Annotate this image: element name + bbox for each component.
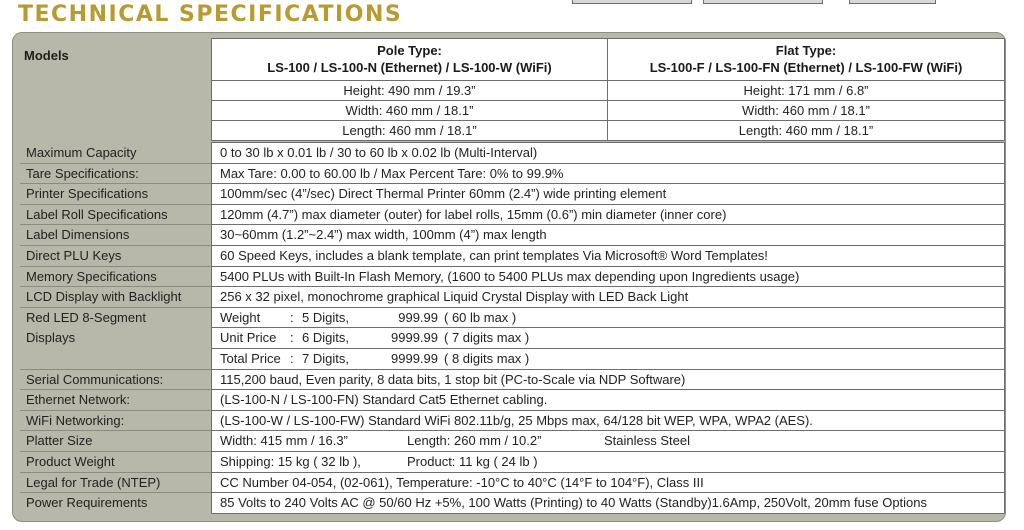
led-note: ( 60 lb max ) [444, 309, 517, 325]
row-value: (LS-100-N / LS-100-FN) Standard Cat5 Ethernet cabling. [211, 390, 1005, 411]
product-weight-value [211, 452, 1005, 473]
row-value: 100mm/sec (4”/sec) Direct Thermal Printer 60mm (2.4”) wide printing element [211, 184, 1005, 205]
row-label: Direct PLU Keys [20, 246, 211, 267]
led-label-line1: Red LED 8-Segment [26, 309, 146, 325]
top-tab-1[interactable] [572, 0, 692, 4]
row-label: Ethernet Network: [20, 390, 211, 411]
flat-type-header [607, 38, 1005, 81]
row-value: 85 Volts to 240 Volts AC @ 50/60 Hz +5%, 100 Watts (Printing) to 40 Watts (Standby)1.6Amp, 250Volt, 20mm fuse Options [211, 493, 1005, 514]
led-name: Total Price [220, 351, 281, 366]
pole-type-header [211, 38, 608, 81]
row-value: 115,200 baud, Even parity, 8 data bits, 1 stop bit (PC-to-Scale via NDP Software) [211, 370, 1005, 391]
platter-value [211, 431, 1005, 452]
led-name: Weight [220, 309, 261, 325]
row-label: Power Requirements [26, 495, 148, 511]
led-line-total-price [211, 349, 1005, 370]
led-colon: : [290, 330, 294, 346]
row-value: 256 x 32 pixel, monochrome graphical Liquid Crystal Display with LED Back Light [211, 287, 1005, 308]
led-value: 999.99 [398, 309, 438, 325]
flat-type-models: LS-100-F / LS-100-FN (Ethernet) / LS-100-FW (WiFi) [649, 60, 963, 75]
led-value: 9999.99 [391, 351, 438, 366]
models-header: Models [24, 48, 69, 63]
led-colon: : [290, 309, 294, 325]
row-value: 120mm (4.7”) max diameter (outer) for label rolls, 15mm (0.6”) min diameter (inner core) [211, 205, 1005, 226]
led-digits: 7 Digits, [302, 351, 349, 366]
led-label-line2: Displays [26, 330, 76, 346]
product-weight: Product: 11 kg ( 24 lb ) [407, 454, 538, 469]
shipping-weight: Shipping: 15 kg ( 32 lb ), [220, 454, 361, 469]
platter-label: Platter Size [20, 431, 211, 452]
led-colon: : [290, 351, 294, 366]
pole-height: Height: 490 mm / 19.3” [211, 80, 608, 101]
top-tab-2[interactable] [703, 0, 823, 4]
row-value: 0 to 30 lb x 0.01 lb / 30 to 60 lb x 0.02 lb (Multi-Interval) [211, 142, 1005, 164]
row-value: 30~60mm (1.2”~2.4”) max width, 100mm (4”) max length [211, 225, 1005, 246]
row-label: Tare Specifications: [20, 164, 211, 185]
row-label: Memory Specifications [20, 267, 211, 288]
row-value: 60 Speed Keys, includes a blank template, can print templates Via Microsoft® Word Templates! [211, 246, 1005, 267]
pole-width: Width: 460 mm / 18.1” [211, 100, 608, 121]
top-tab-3[interactable] [849, 0, 936, 4]
flat-width: Width: 460 mm / 18.1” [607, 100, 1005, 121]
pole-type-models: LS-100 / LS-100-N (Ethernet) / LS-100-W (WiFi) [267, 60, 552, 75]
led-line-unit-price [211, 328, 1005, 349]
row-label: Serial Communications: [20, 370, 211, 391]
led-name: Unit Price [220, 330, 277, 346]
flat-length: Length: 460 mm / 18.1” [607, 120, 1005, 141]
led-digits: 6 Digits, [302, 330, 349, 346]
led-value: 9999.99 [391, 330, 438, 346]
row-value: 5400 PLUs with Built-In Flash Memory, (1600 to 5400 PLUs max depending upon Ingredients usage) [211, 267, 1005, 288]
led-label [20, 308, 211, 370]
platter-width: Width: 415 mm / 16.3” [220, 433, 348, 449]
led-digits: 5 Digits, [302, 309, 349, 325]
row-label: Label Roll Specifications [20, 205, 211, 226]
row-label: Legal for Trade (NTEP) [20, 473, 211, 494]
row-value: Max Tare: 0.00 to 60.00 lb / Max Percent Tare: 0% to 99.9% [211, 164, 1005, 185]
row-value: CC Number 04-054, (02-061), Temperature: -10°C to 40°C (14°F to 104°F), Class III [211, 473, 1005, 494]
flat-type-title: Flat Type: [775, 43, 837, 58]
row-label: Label Dimensions [20, 225, 211, 246]
row-label: WiFi Networking: [20, 411, 211, 432]
row-label: Maximum Capacity [20, 143, 211, 164]
pole-type-title: Pole Type: [377, 43, 442, 58]
led-note: ( 8 digits max ) [444, 351, 530, 366]
row-value: (LS-100-W / LS-100-FW) Standard WiFi 802.11b/g, 25 Mbps max, 64/128 bit WEP, WPA, WPA2 (AES). [211, 411, 1005, 432]
page-title: TECHNICAL SPECIFICATIONS [18, 2, 403, 27]
platter-material: Stainless Steel [604, 433, 690, 449]
pole-length: Length: 460 mm / 18.1” [211, 120, 608, 141]
row-label: Printer Specifications [20, 184, 211, 205]
product-weight-label: Product Weight [20, 452, 211, 473]
platter-length: Length: 260 mm / 10.2” [407, 433, 542, 449]
led-note: ( 7 digits max ) [444, 330, 530, 346]
row-label: LCD Display with Backlight [20, 287, 211, 308]
flat-height: Height: 171 mm / 6.8” [607, 80, 1005, 101]
led-line-weight [211, 308, 1005, 329]
